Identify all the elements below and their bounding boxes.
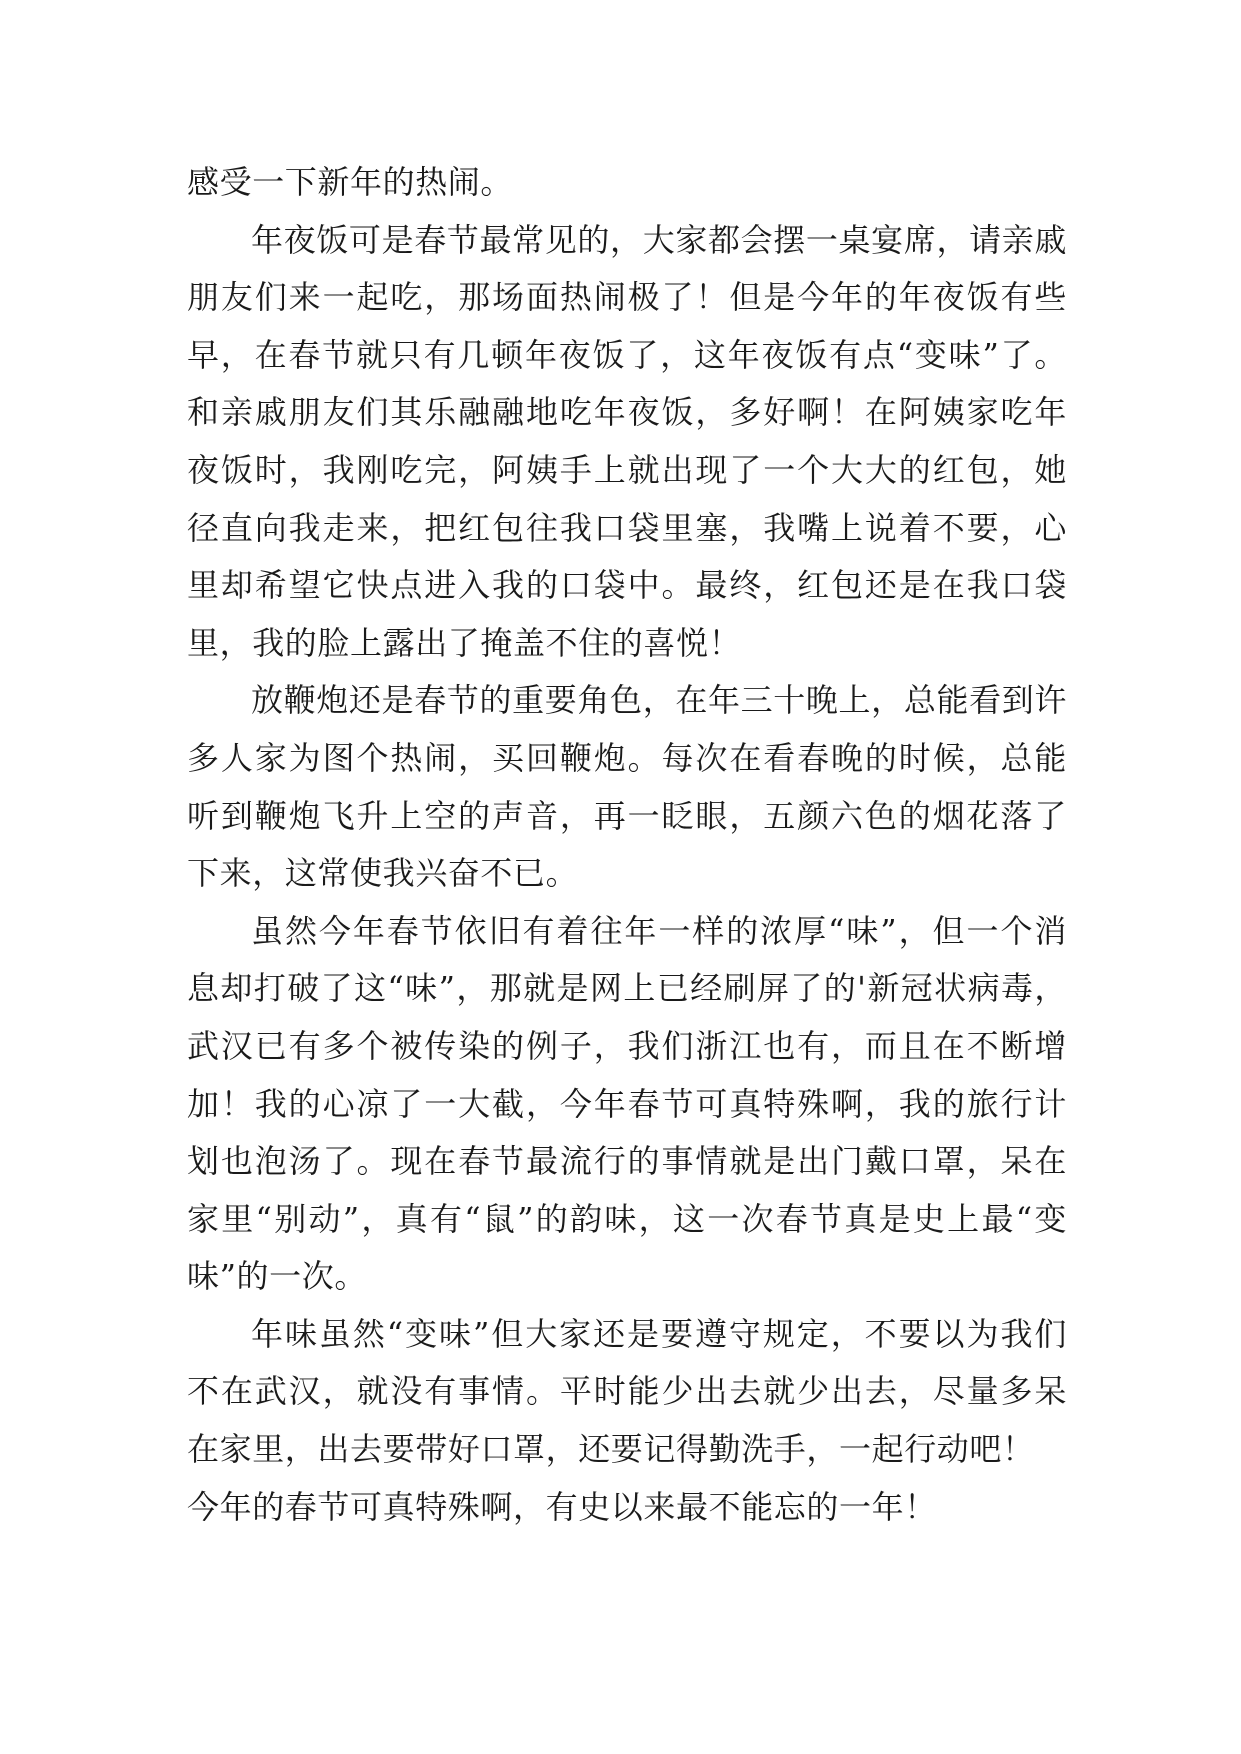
paragraph-conclusion: 今年的春节可真特殊啊，有史以来最不能忘的一年！ [187, 1487, 937, 1526]
document-body [187, 154, 1067, 1536]
paragraph-follow-rules: 年味虽然“变味”但大家还是要遵守规定，不要以为我们不在武汉，就没有事情。平时能少出去就少出去，尽量多呆在家里，出去要带好口罩，还要记得勤洗手，一起行动吧！ [187, 1314, 1067, 1469]
paragraph-new-year-dinner: 年夜饭可是春节最常见的，大家都会摆一桌宴席，请亲戚朋友们来一起吃，那场面热闹极了！但是今年的年夜饭有些早，在春节就只有几顿年夜饭了，这年夜饭有点“变味”了。和亲戚朋友们其乐融融地吃年夜饭，多好啊！在阿姨家吃年夜饭时，我刚吃完，阿姨手上就出现了一个大大的红包，她径直向我走来，把红包往我口袋里塞，我嘴上说着不要，心里却希望它快点进入我的口袋中。最终，红包还是在我口袋里，我的脸上露出了掩盖不住的喜悦！ [187, 220, 1067, 662]
paragraph-virus-news: 虽然今年春节依旧有着往年一样的浓厚“味”，但一个消息却打破了这“味”，那就是网上已经刷屏了的'新冠状病毒，武汉已有多个被传染的例子，我们浙江也有，而且在不断增加！我的心凉了一大截，今年春节可真特殊啊，我的旅行计划也泡汤了。现在春节最流行的事情就是出门戴口罩，呆在家里“别动”，真有“鼠”的韵味，这一次春节真是史上最“变味”的一次。 [187, 911, 1067, 1296]
paragraph-continued: 感受一下新年的热闹。 [187, 163, 514, 201]
paragraph-firecrackers: 放鞭炮还是春节的重要角色，在年三十晚上，总能看到许多人家为图个热闹，买回鞭炮。每次在看春晚的时候，总能听到鞭炮飞升上空的声音，再一眨眼，五颜六色的烟花落了下来，这常使我兴奋不已。 [187, 681, 1067, 893]
